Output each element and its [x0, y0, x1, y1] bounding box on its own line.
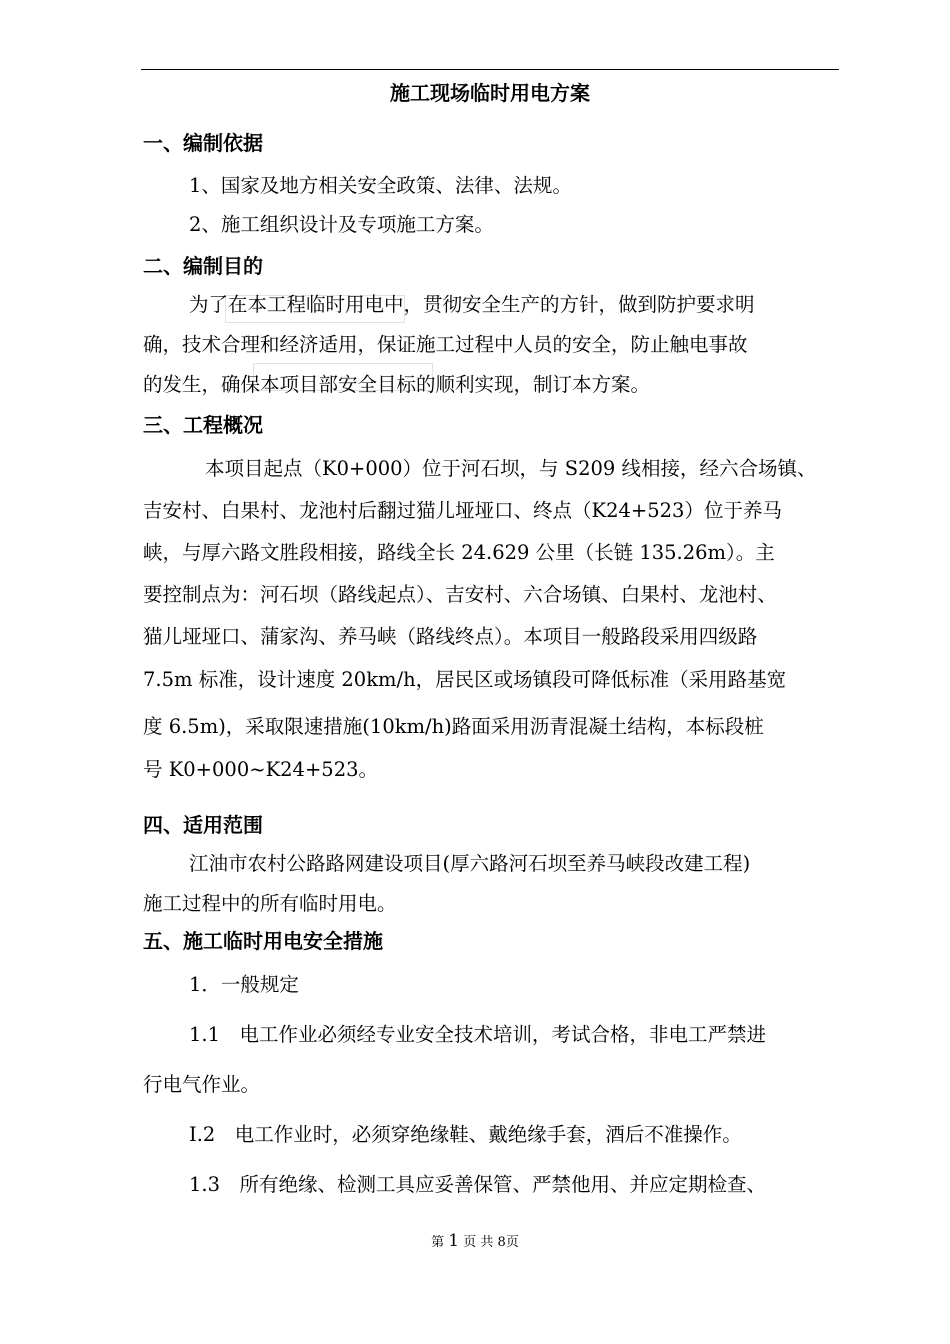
paragraph-line: 峡，与厚六路文胜段相接，路线全长 24.629 公里（长链 135.26m）。主	[143, 541, 775, 564]
paragraph-line: 为了在本工程临时用电中，贯彻安全生产的方针，做到防护要求明	[189, 293, 755, 316]
rule-item: 行电气作业。	[143, 1073, 261, 1096]
paragraph-line: 的发生，确保本项目部安全目标的顺利实现，制订本方案。	[143, 373, 651, 396]
paragraph-line: 7.5m 标准，设计速度 20km/h，居民区或场镇段可降低标准（采用路基宽	[143, 668, 787, 691]
footer-page-number: 1	[448, 1231, 460, 1251]
document-title: 施工现场临时用电方案	[390, 81, 590, 105]
paragraph-line: 猫儿垭垭口、蒲家沟、养马峡（路线终点）。本项目一般路段采用四级路	[143, 625, 758, 648]
footer-suffix: 页	[505, 1235, 519, 1250]
section-heading: 五、施工临时用电安全措施	[143, 929, 383, 953]
paragraph-line: 本项目起点（K0+000）位于河石坝，与 S209 线相接，经六合场镇、	[205, 457, 817, 480]
paragraph-line: 吉安村、白果村、龙池村后翻过猫儿垭垭口、终点（K24+523）位于养马	[143, 499, 782, 522]
rule-item: 1.1 电工作业必须经专业安全技术培训，考试合格，非电工严禁进	[189, 1023, 767, 1046]
sub-heading: 1．一般规定	[189, 973, 299, 996]
paragraph-line: 施工过程中的所有临时用电。	[143, 892, 397, 915]
footer-middle: 页 共	[463, 1235, 494, 1250]
section-heading: 一、编制依据	[143, 131, 263, 155]
paragraph-line: 要控制点为：河石坝（路线起点）、吉安村、六合场镇、白果村、龙池村、	[143, 583, 777, 606]
section-heading: 三、工程概况	[143, 413, 263, 437]
section-heading: 二、编制目的	[143, 254, 263, 278]
list-item: 2、施工组织设计及专项施工方案。	[189, 213, 494, 236]
rule-item: 1.3 所有绝缘、检测工具应妥善保管、严禁他用、并应定期检查、	[189, 1173, 767, 1196]
rule-item: I.2 电工作业时，必须穿绝缘鞋、戴绝缘手套，酒后不准操作。	[189, 1123, 742, 1146]
page-footer	[0, 1231, 950, 1253]
paragraph-line: 号 K0+000~K24+523。	[143, 758, 379, 781]
footer-prefix: 第	[431, 1235, 445, 1250]
section-heading: 四、适用范围	[143, 813, 263, 837]
list-item: 1、国家及地方相关安全政策、法律、法规。	[189, 174, 572, 197]
paragraph-line: 确，技术合理和经济适用，保证施工过程中人员的安全，防止触电事故	[143, 333, 748, 356]
paragraph-line: 度 6.5m)，采取限速措施(10km/h)路面采用沥青混凝土结构，本标段桩	[143, 715, 764, 738]
footer-total-pages: 8	[497, 1235, 506, 1250]
paragraph-line: 江油市农村公路路网建设项目(厚六路河石坝至养马峡段改建工程)	[189, 852, 751, 875]
header-rule	[141, 69, 839, 70]
